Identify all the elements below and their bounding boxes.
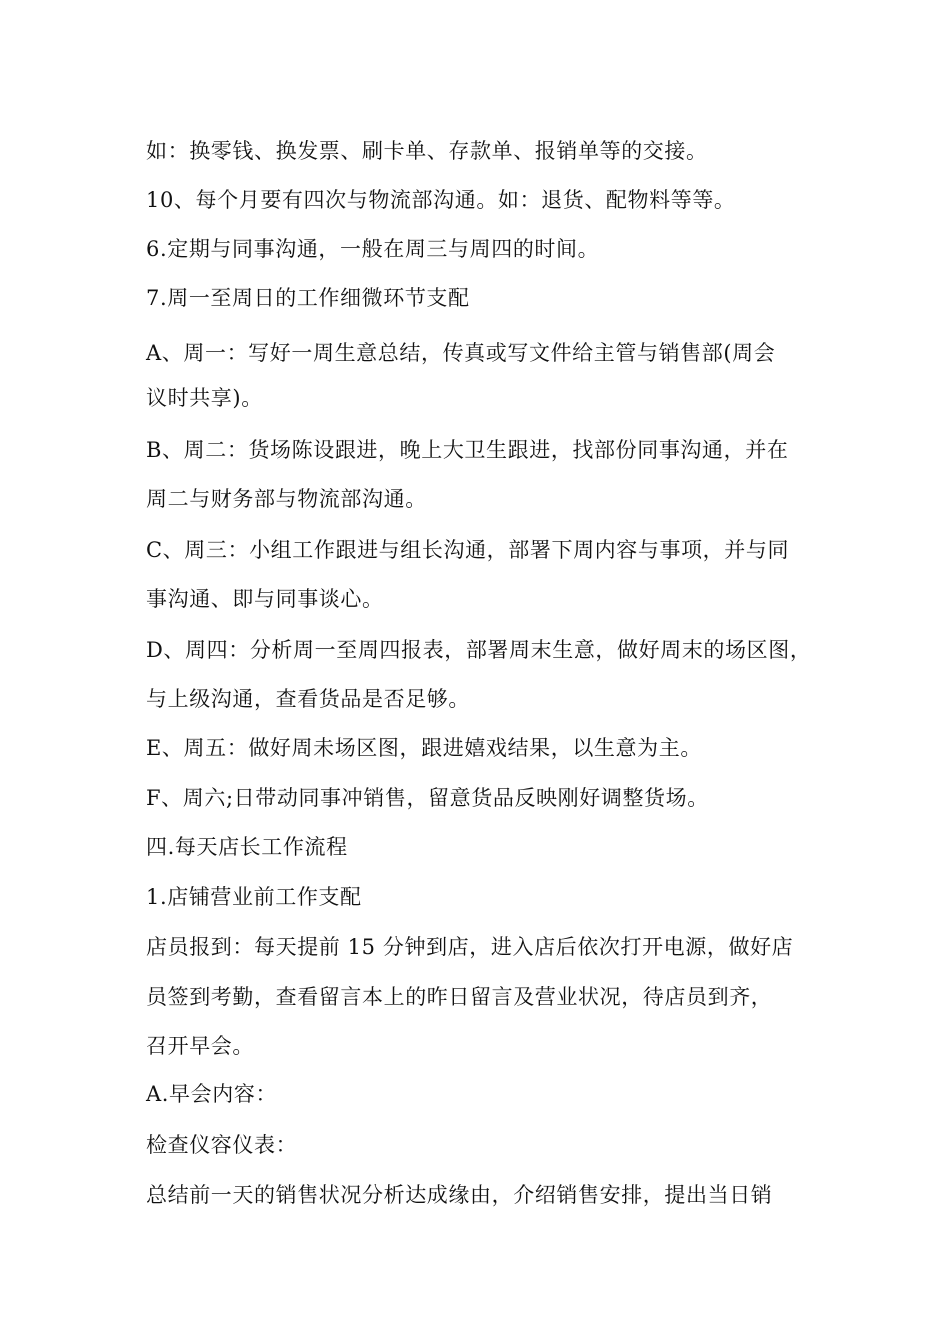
text-line: B、周二：货场陈设跟进，晚上大卫生跟进，找部份同事沟通，并在 xyxy=(146,438,789,462)
text-line: 检查仪容仪表： xyxy=(146,1133,298,1157)
text-line: A.早会内容： xyxy=(146,1082,278,1106)
text-line: C、周三：小组工作跟进与组长沟通，部署下周内容与事项，并与同 xyxy=(146,538,790,562)
text-line: 召开早会。 xyxy=(146,1034,254,1058)
text-line: 事沟通、即与同事谈心。 xyxy=(146,587,384,611)
section-heading: 四.每天店长工作流程 xyxy=(146,835,348,859)
text-line: 店员报到：每天提前 15 分钟到店，进入店后依次打开电源，做好店 xyxy=(146,935,794,959)
text-line: A、周一：写好一周生意总结，传真或写文件给主管与销售部(周会 xyxy=(146,341,776,365)
text-line: 周二与财务部与物流部沟通。 xyxy=(146,487,427,511)
text-line: 议时共享)。 xyxy=(146,386,263,410)
text-line: 6.定期与同事沟通，一般在周三与周四的时间。 xyxy=(146,237,600,261)
text-line: 如：换零钱、换发票、刷卡单、存款单、报销单等的交接。 xyxy=(146,139,708,163)
text-line: E、周五：做好周未场区图，跟进嬉戏结果，以生意为主。 xyxy=(146,736,702,760)
text-line: D、周四：分析周一至周四报表，部署周末生意，做好周末的场区图， xyxy=(146,638,812,662)
text-line: 10、每个月要有四次与物流部沟通。如：退货、配物料等等。 xyxy=(146,188,736,212)
text-line: 1.店铺营业前工作支配 xyxy=(146,885,362,909)
text-line: F、周六;日带动同事冲销售，留意货品反映刚好调整货场。 xyxy=(146,786,709,810)
text-line: 总结前一天的销售状况分析达成缘由，介绍销售安排，提出当日销 xyxy=(146,1183,773,1207)
text-line: 与上级沟通，查看货品是否足够。 xyxy=(146,687,470,711)
text-line: 员签到考勤，查看留言本上的昨日留言及营业状况，待店员到齐， xyxy=(146,985,773,1009)
text-line: 7.周一至周日的工作细微环节支配 xyxy=(146,286,470,310)
